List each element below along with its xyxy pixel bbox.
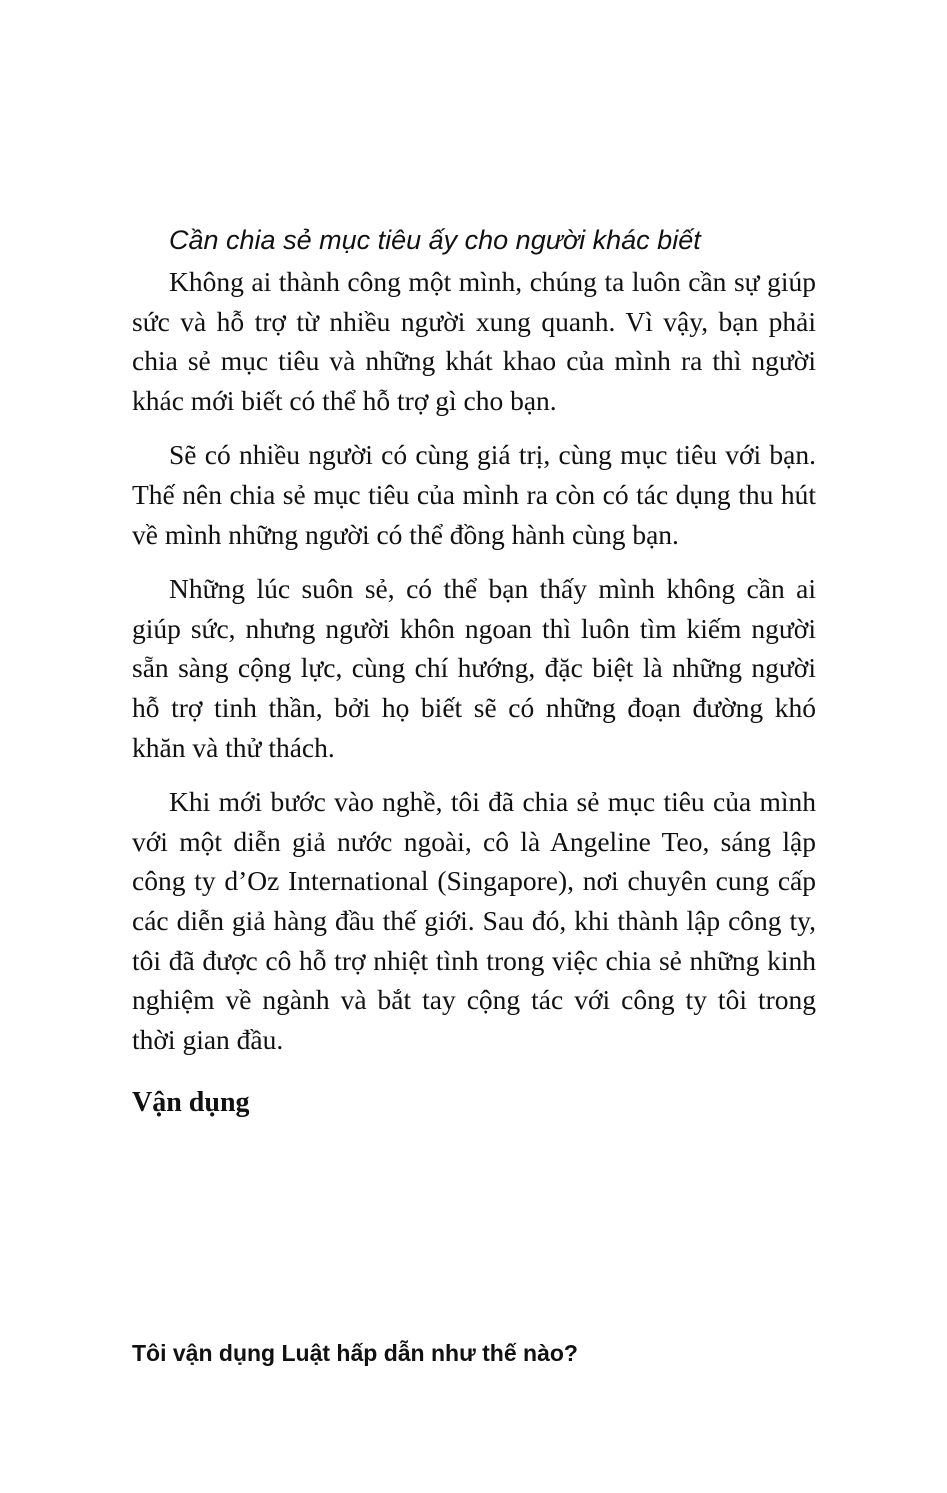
paragraph-4: Khi mới bước vào nghề, tôi đã chia sẻ mục tiêu của mình với một diễn giả nước ngoài, cô là Angeline Teo, sáng lập công ty d’Oz International (Singapore), nơi chuyên cung cấp các diễn giả hàng đầu thế giới. Sau đó, khi thành lập công ty, tôi đã được cô hỗ trợ nhiệt tình trong việc chia sẻ những kinh nghiệm về ngành và bắt tay cộng tác với công ty tôi trong thời gian đầu. [132, 786, 816, 1055]
paragraph-1: Không ai thành công một mình, chúng ta luôn cần sự giúp sức và hỗ trợ từ nhiều người xung quanh. Vì vậy, bạn phải chia sẻ mục tiêu và những khát khao của mình ra thì người khác mới biết có thể hỗ trợ gì cho bạn. [132, 266, 816, 416]
subheading: Cần chia sẻ mục tiêu ấy cho người khác biết [169, 225, 701, 255]
section-title: Vận dụng [132, 1087, 250, 1119]
paragraph-3: Những lúc suôn sẻ, có thể bạn thấy mình không cần ai giúp sức, nhưng người khôn ngoan thì luôn tìm kiếm người sẵn sàng cộng lực, cùng chí hướng, đặc biệt là những người hỗ trợ tinh thần, bởi họ biết sẽ có những đoạn đường khó khăn và thử thách. [132, 573, 816, 763]
page-body [132, 222, 816, 1123]
question-heading: Tôi vận dụng Luật hấp dẫn như thế nào? [132, 1340, 578, 1366]
paragraph-2: Sẽ có nhiều người có cùng giá trị, cùng mục tiêu với bạn. Thế nên chia sẻ mục tiêu của mình ra còn có tác dụng thu hút về mình những người có thể đồng hành cùng bạn. [132, 439, 816, 550]
